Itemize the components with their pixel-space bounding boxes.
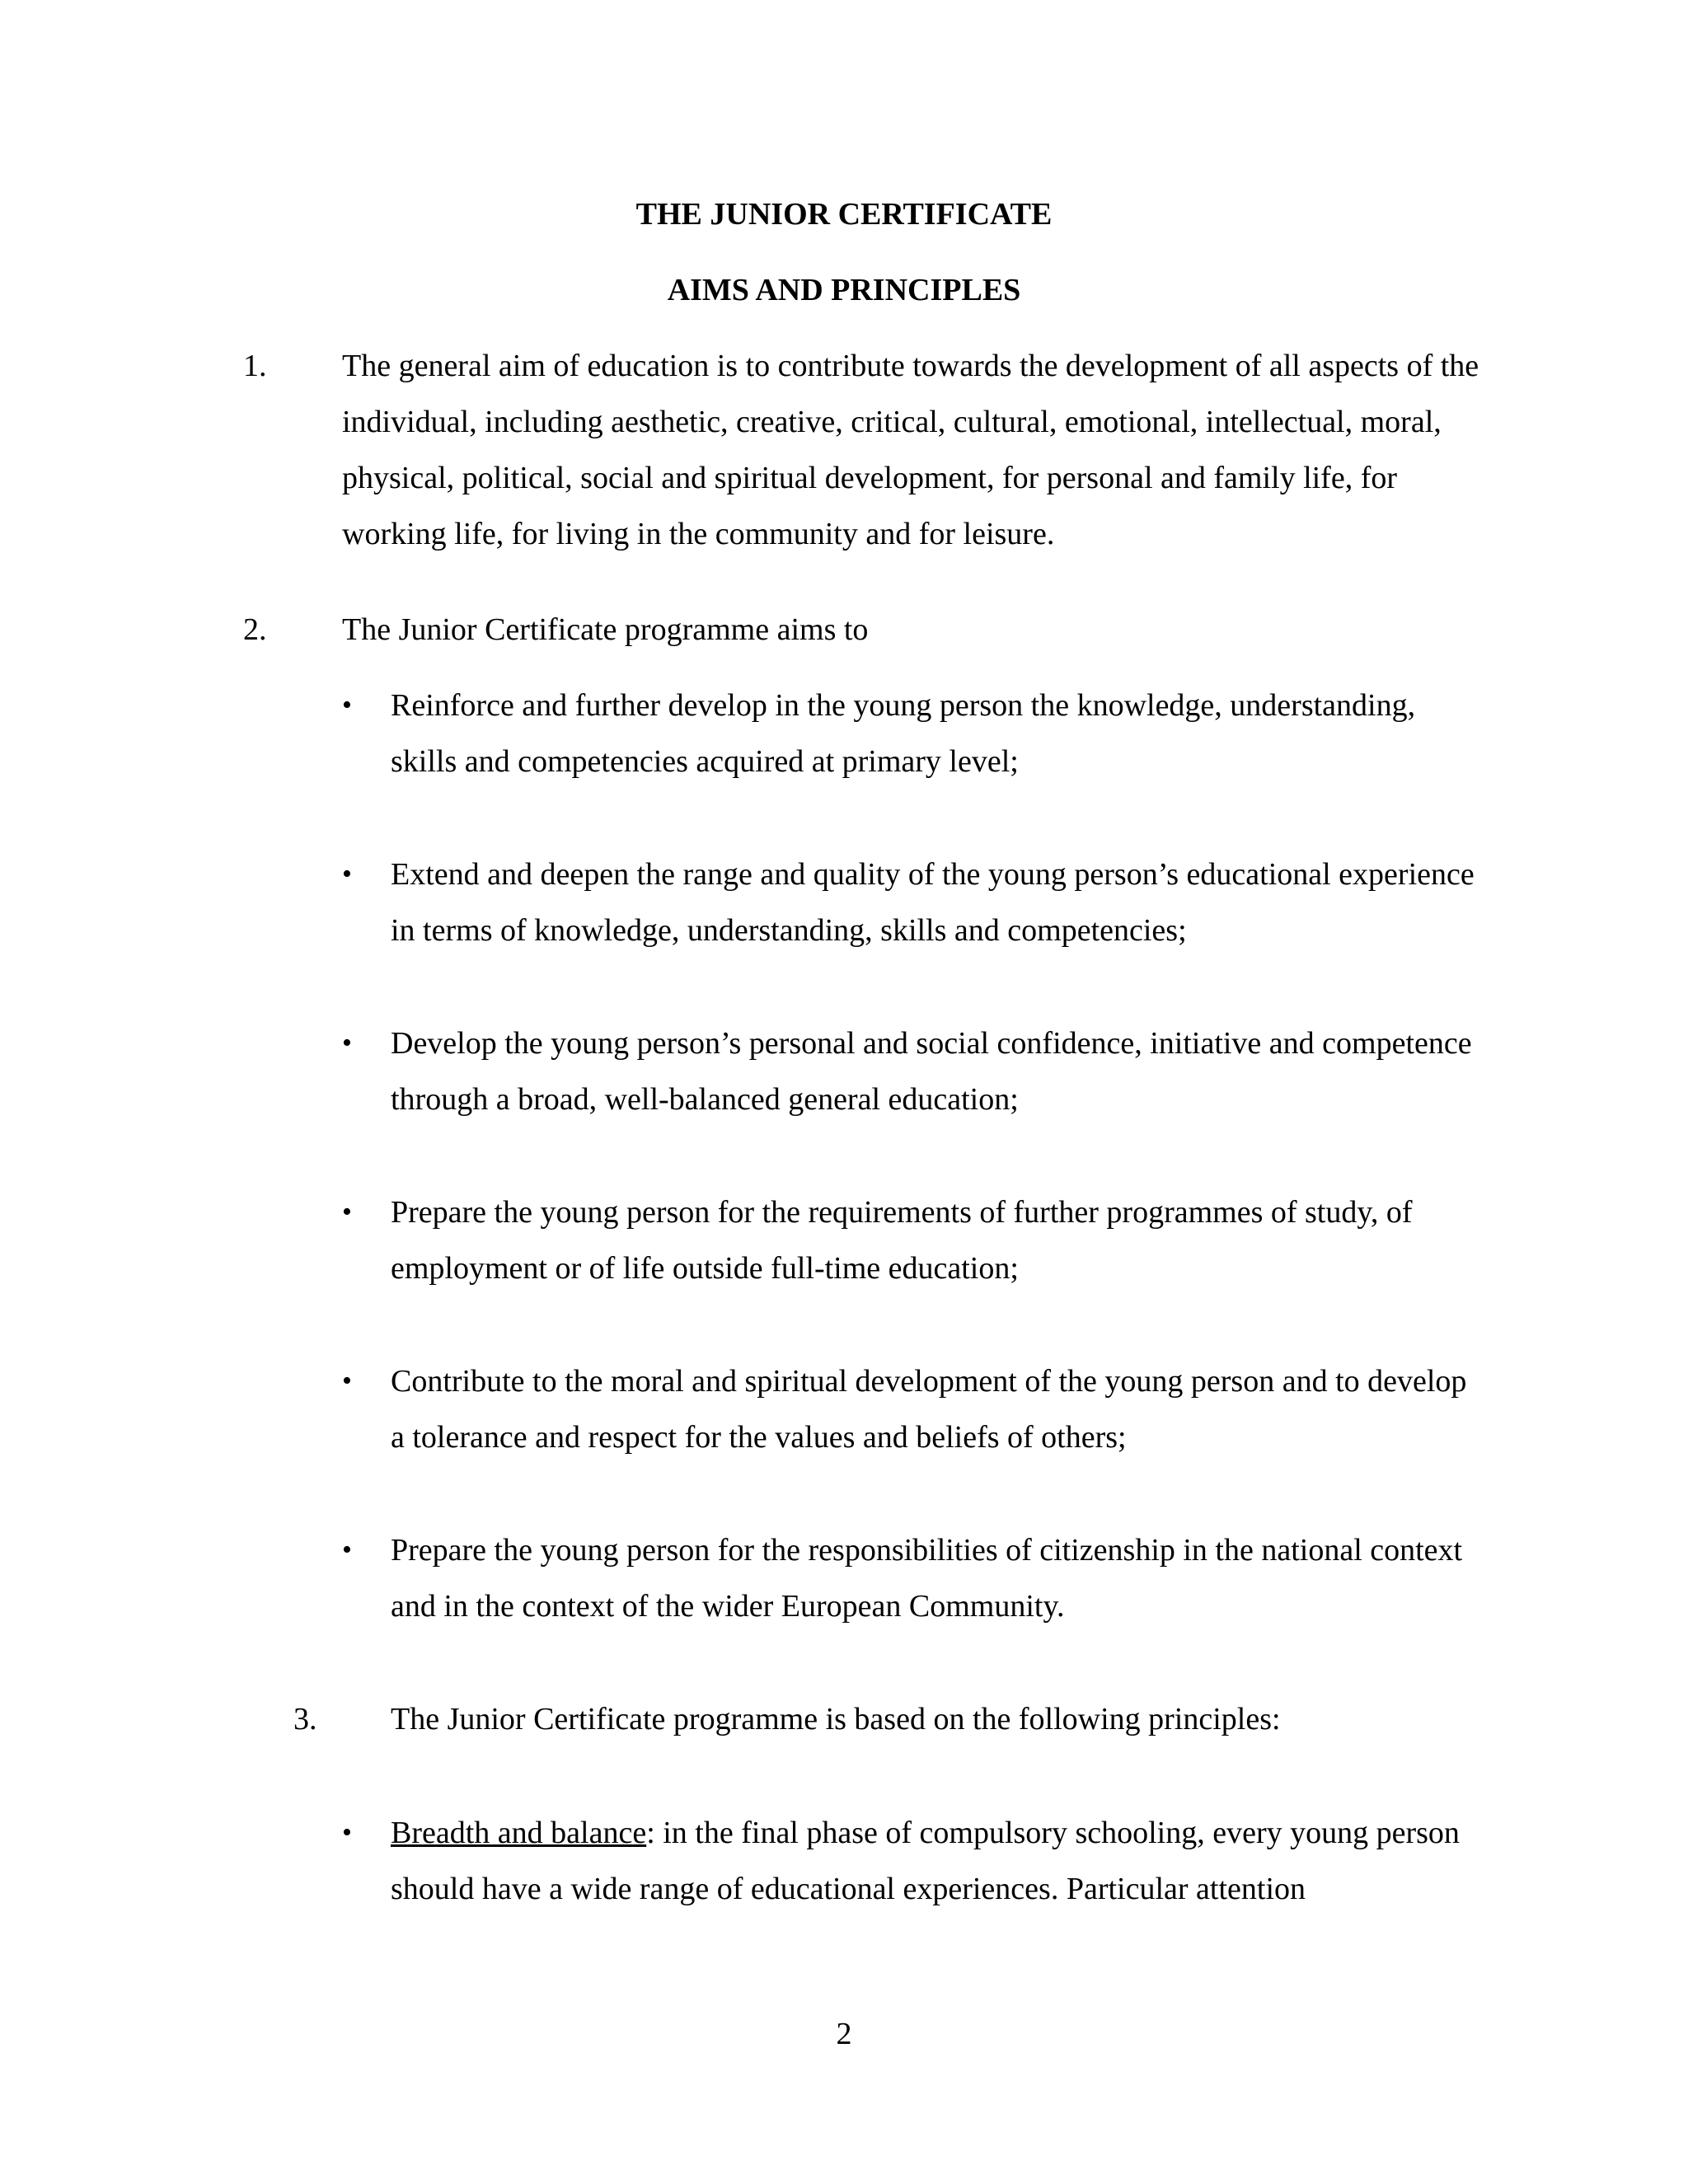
bullet-7-symbol: • xyxy=(342,1817,352,1848)
item-2-bullet-6: Prepare the young person for the responsibilities of citizenship in the national context and in the context of the wider European Community. xyxy=(391,1533,1463,1624)
bullet-1-symbol: • xyxy=(342,690,352,720)
page-number: 2 xyxy=(836,2017,852,2051)
item-3-text: The Junior Certificate programme is based on the following principles: xyxy=(391,1702,1281,1736)
item-2-bullet-5: Contribute to the moral and spiritual development of the young person and to develop a tolerance and respect for the values and beliefs of others; xyxy=(391,1364,1467,1455)
bullet-4-symbol: • xyxy=(342,1197,352,1227)
document-title: THE JUNIOR CERTIFICATE xyxy=(635,197,1053,232)
item-1-text: The general aim of education is to contribute towards the development of all aspects of the individual, including aesthetic, creative, critical, cultural, emotional, intellectual, moral, physical, political, social and spiritual development, for personal and family life, for working life, for living in the community and for leisure. xyxy=(342,349,1479,551)
item-1-number: 1. xyxy=(243,349,267,383)
principle-term: Breadth and balance xyxy=(391,1816,647,1850)
bullet-2-symbol: • xyxy=(342,859,352,889)
item-3-bullet-1 xyxy=(391,1805,1487,1917)
item-2-bullet-2: Extend and deepen the range and quality of the young person’s educational experience in terms of knowledge, understanding, skills and competencies; xyxy=(391,857,1475,948)
item-2-bullet-4: Prepare the young person for the requirements of further programmes of study, of employment or of life outside full-time education; xyxy=(391,1195,1413,1286)
item-2-number: 2. xyxy=(243,612,267,647)
bullet-6-symbol: • xyxy=(342,1535,352,1565)
item-2-bullet-1: Reinforce and further develop in the young person the knowledge, understanding, skills and competencies acquired at primary level; xyxy=(391,688,1416,779)
principle-description: : in the final phase of compulsory schooling, every young person should have a wide range of educational experiences. Particular attention xyxy=(391,1816,1460,1906)
bullet-5-symbol: • xyxy=(342,1366,352,1396)
item-3-number: 3. xyxy=(293,1702,317,1736)
document-subtitle: AIMS AND PRINCIPLES xyxy=(667,273,1021,307)
item-2-text: The Junior Certificate programme aims to xyxy=(342,612,869,647)
item-2-bullet-3: Develop the young person’s personal and social confidence, initiative and competence through a broad, well-balanced general education; xyxy=(391,1026,1472,1117)
bullet-3-symbol: • xyxy=(342,1028,352,1058)
